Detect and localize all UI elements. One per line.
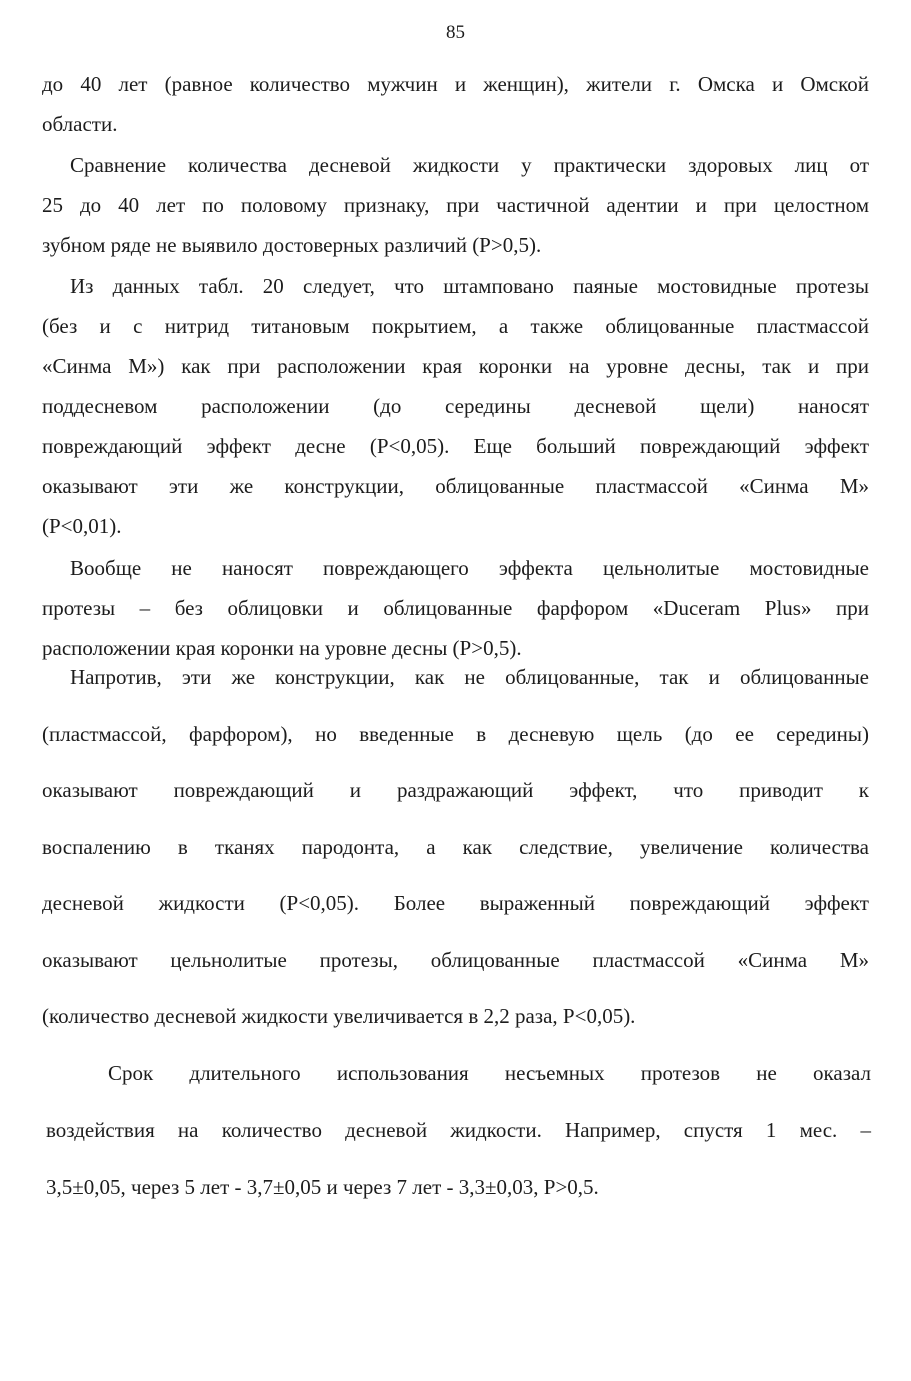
text-line: Напротив, эти же конструкции, как не облицованные, так и облицованные [70,665,869,689]
text-line: до 40 лет (равное количество мужчин и женщин), жители г. Омска и Омской [42,72,869,96]
paragraph-duration [46,1045,871,1216]
page-number: 85 [446,22,465,43]
paragraph-table-20 [42,266,869,546]
text-line: «Синма М») как при расположении края коронки на уровне десны, так и при [42,354,869,378]
text-line: 25 до 40 лет по половому признаку, при частичной адентии и при целостном [42,193,869,217]
text-line: повреждающий эффект десне (P<0,05). Еще больший повреждающий эффект [42,434,869,458]
text-line: (без и с нитрид титановым покрытием, а также облицованные пластмассой [42,314,869,338]
text-line: десневой жидкости (P<0,05). Более выраженный повреждающий эффект [42,891,869,915]
text-line: Из данных табл. 20 следует, что штамповано паяные мостовидные протезы [70,274,869,298]
paragraph-continuation [42,64,869,144]
text-line: Вообще не наносят повреждающего эффекта цельнолитые мостовидные [70,556,869,580]
text-line: Срок длительного использования несъемных протезов не оказал [108,1061,871,1085]
text-line: расположении края коронки на уровне десны (P>0,5). [42,636,522,660]
text-line: протезы – без облицовки и облицованные фарфором «Duceram Plus» при [42,596,869,620]
text-line: воздействия на количество десневой жидкости. Например, спустя 1 мес. – [46,1118,871,1142]
text-line: (P<0,01). [42,514,122,538]
text-line: 3,5±0,05, через 5 лет - 3,7±0,05 и через 7 лет - 3,3±0,03, P>0,5. [46,1175,599,1199]
text-line: воспалению в тканях пародонта, а как следствие, увеличение количества [42,834,869,859]
paragraph-on-the-contrary [42,649,869,1045]
text-line: оказывают цельнолитые протезы, облицованные пластмассой «Синма М» [42,947,869,972]
text-line: (количество десневой жидкости увеличивается в 2,2 раза, P<0,05). [42,1004,636,1028]
text-line: оказывают эти же конструкции, облицованные пластмассой «Синма М» [42,474,869,498]
text-line: Сравнение количества десневой жидкости у практически здоровых лиц от [70,153,869,177]
paragraph-comparison [42,145,869,265]
text-line: области. [42,112,118,136]
text-line: зубном ряде не выявило достоверных различий (P>0,5). [42,233,542,257]
text-line: оказывают повреждающий и раздражающий эффект, что приводит к [42,778,869,802]
text-line: поддесневом расположении (до середины десневой щели) наносят [42,394,869,418]
text-line: (пластмассой, фарфором), но введенные в десневую щель (до ее середины) [42,721,869,746]
